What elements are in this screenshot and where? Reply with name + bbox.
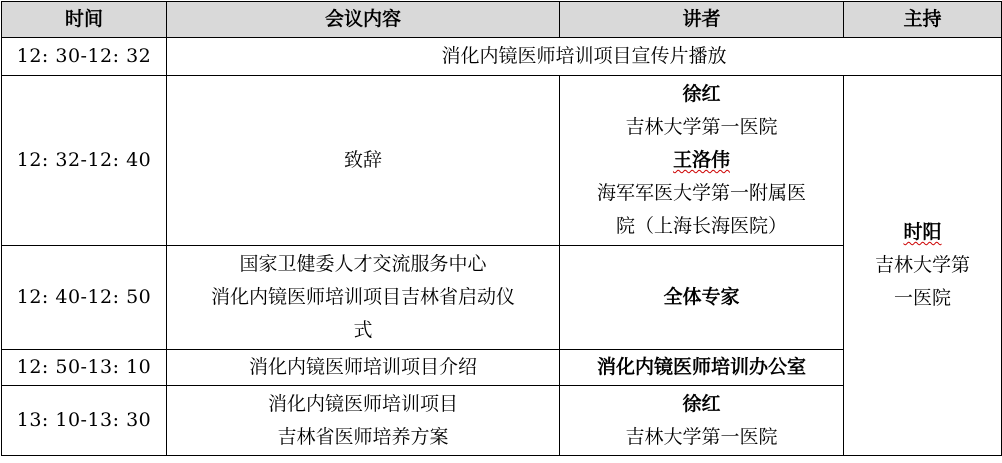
header-host: 主持 [844, 2, 1002, 38]
header-time: 时间 [2, 2, 167, 38]
host-org: 吉林大学第 [874, 254, 970, 276]
speaker-cell [560, 386, 844, 456]
speaker-cell: 消化内镜医师培训办公室 [560, 350, 844, 386]
speaker-org: 海军军医大学第一附属医 [596, 182, 806, 204]
speaker-org: 院（上海长海医院） [615, 215, 787, 237]
host-cell [844, 76, 1002, 456]
content-cell [167, 246, 560, 350]
content-line: 式 [353, 319, 373, 341]
content-line: 消化内镜医师培训项目 [267, 392, 458, 415]
host-org: 一医院 [893, 287, 951, 309]
content-cell: 致辞 [167, 76, 560, 246]
speaker-name: 王洛伟 [672, 149, 730, 171]
time-cell: 12: 40-12: 50 [2, 246, 167, 350]
speaker-name: 徐红 [682, 83, 721, 105]
table-row [2, 76, 1002, 246]
time-cell: 12: 50-13: 10 [2, 350, 167, 386]
host-name: 时阳 [903, 221, 942, 243]
content-cell: 消化内镜医师培训项目宣传片播放 [167, 38, 1002, 76]
content-cell: 消化内镜医师培训项目介绍 [167, 350, 560, 386]
content-cell [167, 386, 560, 456]
content-line: 消化内镜医师培训项目吉林省启动仪 [210, 286, 515, 308]
speaker-org: 吉林大学第一医院 [625, 425, 778, 448]
content-line: 吉林省医师培养方案 [277, 425, 449, 448]
speaker-name: 徐红 [682, 392, 721, 415]
header-content: 会议内容 [167, 2, 560, 38]
agenda-table [1, 1, 1002, 456]
header-speaker: 讲者 [560, 2, 844, 38]
header-row [2, 2, 1002, 38]
time-cell: 12: 30-12: 32 [2, 38, 167, 76]
speaker-cell [560, 76, 844, 246]
table-row [2, 38, 1002, 76]
content-line: 国家卫健委人才交流服务中心 [239, 253, 487, 275]
speaker-org: 吉林大学第一医院 [625, 116, 778, 138]
speaker-cell: 全体专家 [560, 246, 844, 350]
time-cell: 12: 32-12: 40 [2, 76, 167, 246]
time-cell: 13: 10-13: 30 [2, 386, 167, 456]
